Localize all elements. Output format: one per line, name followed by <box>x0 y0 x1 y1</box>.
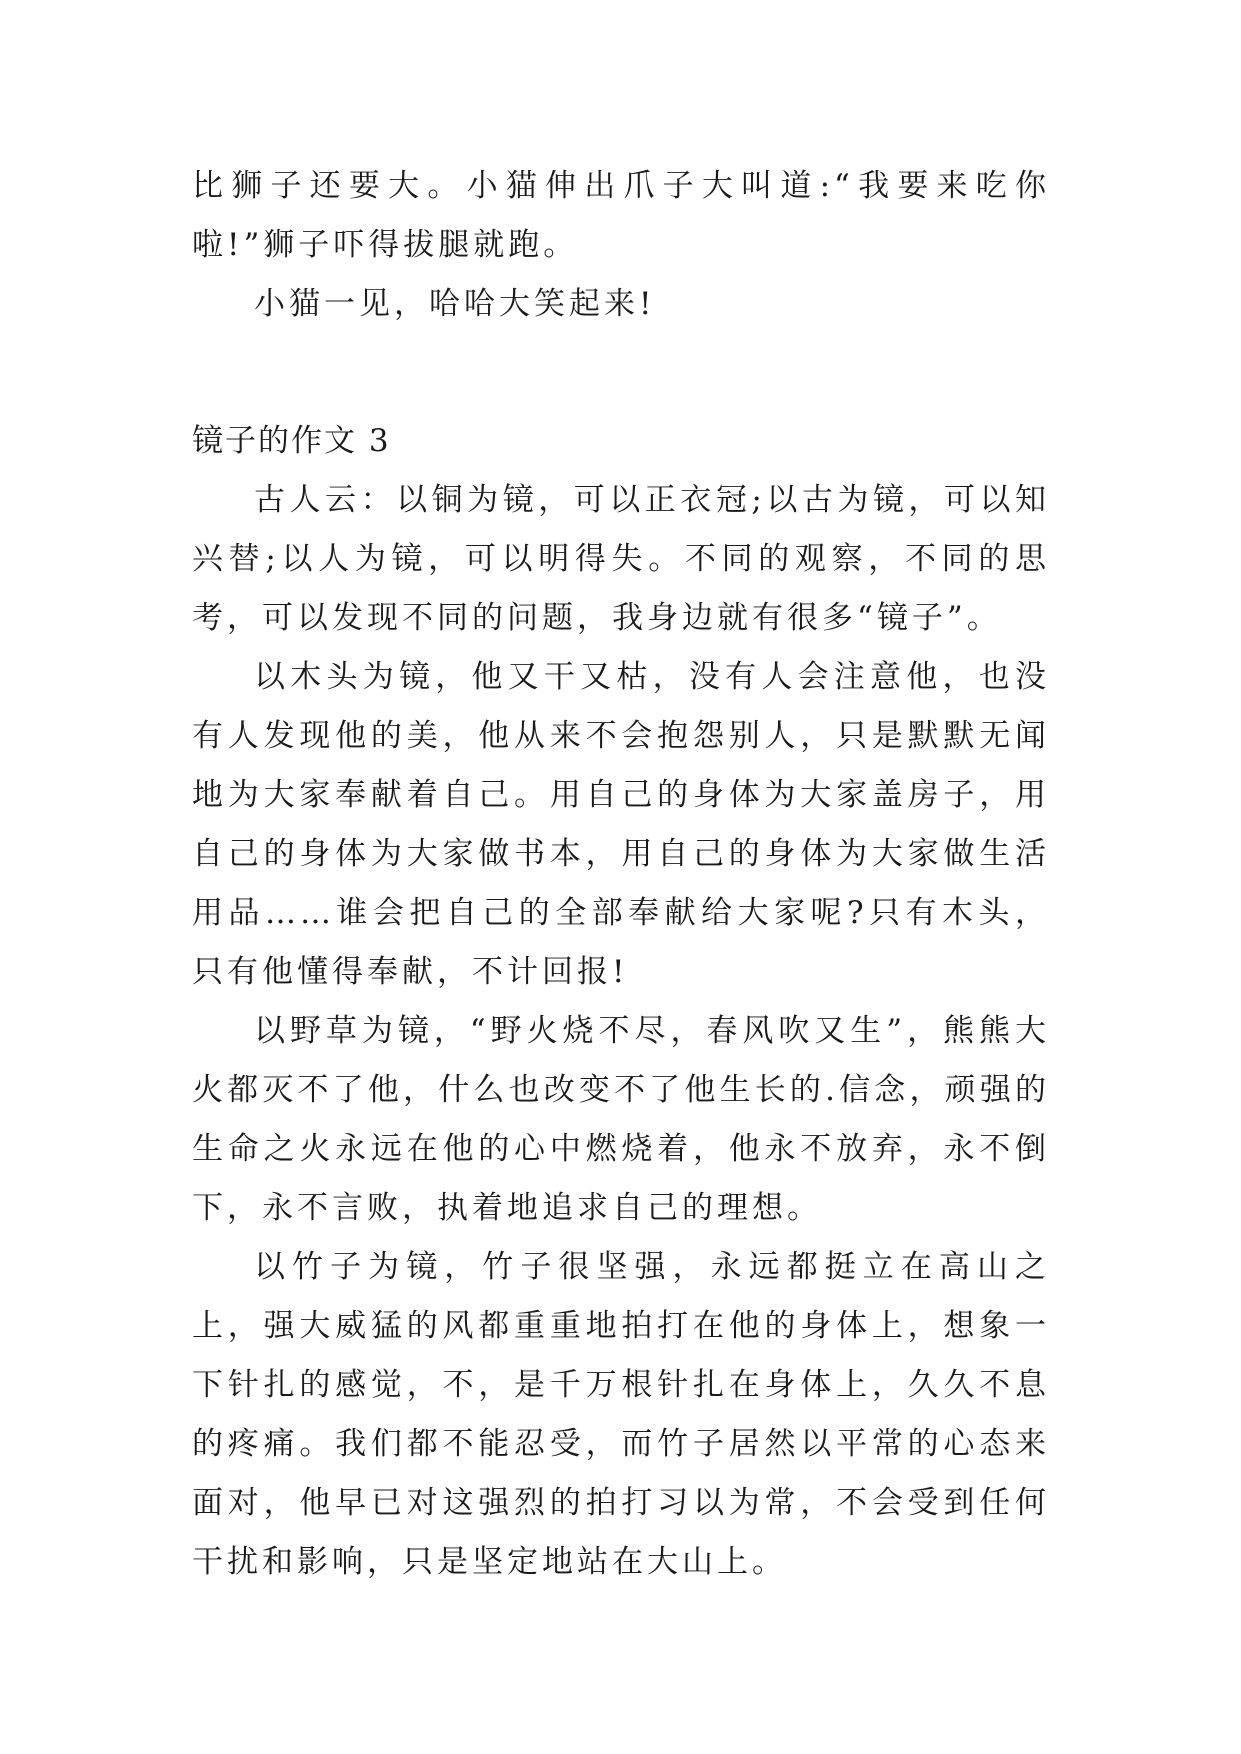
paragraph: 以竹子为镜，竹子很坚强，永远都挺立在高山之上，强大威猛的风都重重地拍打在他的身体上，想象一下针扎的感觉，不，是千万根针扎在身体上，久久不息的疼痛。我们都不能忍受，而竹子居然以平常的心态来面对，他早已对这强烈的拍打习以为常，不会受到任何干扰和影响，只是坚定地站在大山上。 <box>192 1249 1050 1580</box>
document-body <box>192 157 1050 1592</box>
section-title: 镜子的作文 3 <box>192 423 391 459</box>
paragraph: 古人云：以铜为镜，可以正衣冠;以古为镜，可以知兴替;以人为镜，可以明得失。不同的观察，不同的思考，可以发现不同的问题，我身边就有很多“镜子”。 <box>192 482 1050 636</box>
paragraph: 小猫一见，哈哈大笑起来! <box>254 286 656 322</box>
paragraph: 以木头为镜，他又干又枯，没有人会注意他，也没有人发现他的美，他从来不会抱怨别人，只是默默无闻地为大家奉献着自己。用自己的身体为大家盖房子，用自己的身体为大家做书本，用自己的身体为大家做生活用品……谁会把自己的全部奉献给大家呢?只有木头，只有他懂得奉献，不计回报! <box>192 659 1050 990</box>
paragraph-continued: 比狮子还要大。小猫伸出爪子大叫道:“我要来吃你啦!”狮子吓得拔腿就跑。 <box>192 168 1050 263</box>
paragraph: 以野草为镜，“野火烧不尽，春风吹又生”，熊熊大火都灭不了他，什么也改变不了他生长的.信念，顽强的生命之火永远在他的心中燃烧着，他永不放弃，永不倒下，永不言败，执着地追求自己的理想。 <box>192 1013 1050 1226</box>
